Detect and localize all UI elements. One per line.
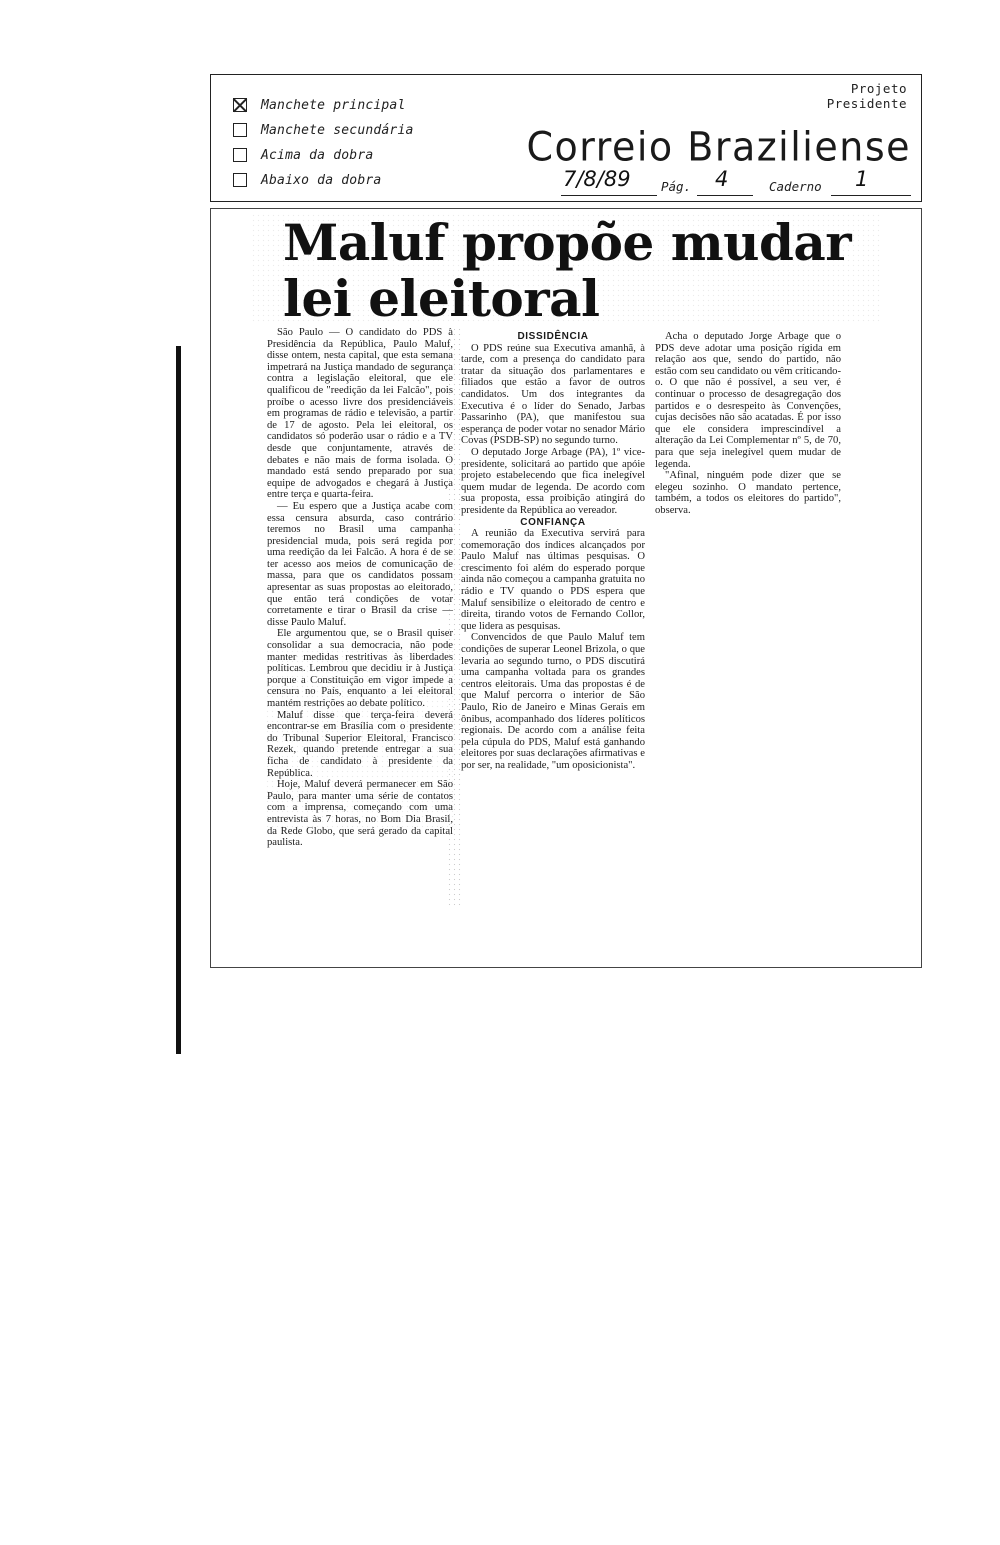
paragraph: Acha o deputado Jorge Arbage que o PDS deve adotar uma posição rígida em relação aos que, sendo do partido, não estão com seu candidato ou vêm criticando-o. O que não é possível, a seu ver, é continuar o processo de desagregação dos partidos e o desrespeito às Convenções, cujas decisões não são acatadas. É por isso que ele considera imprescindível a alteração da Lei Complementar nº 5, de 70, para que seja inelegível quem mudar de legenda.	[655, 331, 841, 470]
section-underline	[831, 195, 911, 196]
paragraph: São Paulo — O candidato do PDS à Presidência da República, Paulo Maluf, disse ontem, nesta capital, que esta semana impetrará na Justiça mandado de segurança contra a legislação eleitoral, que ele qualificou de "reedição da lei Falcão", pois proíbe o acesso livre dos presidenciáveis em programas de rádio e televisão, a partir de 17 de agosto. Pela lei eleitoral, os candidatos só poderão usar o rádio e a TV desde que conjuntamente, através de debates e não mais de forma isolada. O mandado está sendo preparado por sua equipe de advogados e chegará à Justiça entre terça e quarta-feira.	[267, 327, 453, 501]
subheading: DISSIDÊNCIA	[517, 331, 589, 342]
article-headline: Maluf propõe mudar lei eleitoral	[283, 213, 852, 328]
project-line: Projeto	[850, 81, 907, 96]
date-handwritten: 7/8/89	[563, 167, 631, 191]
scan-noise	[265, 649, 455, 829]
article-column-3	[655, 331, 841, 517]
checklist-item[interactable]	[233, 143, 414, 167]
scan-edge-bar	[176, 346, 181, 1054]
checklist-item[interactable]	[233, 118, 414, 142]
paragraph: — Eu espero que a Justiça acabe com essa censura absurda, caso contrário teremos no Brasil uma campanha presidencial muda, pois será regida por uma reedição da lei Falcão. A hora é de se ter acesso aos meios de comunicação de massa, para que os candidatos possam apresentar as suas propostas ao eleitorado, que então terá condições de votar corretamente e tirar o Brasil da crise — disse Paulo Maluf.	[267, 500, 453, 628]
placement-checklist	[233, 93, 414, 193]
newspaper-masthead: Correio Braziliense	[526, 123, 911, 171]
article-clipping	[210, 208, 922, 968]
checkbox-checked-icon[interactable]	[233, 98, 247, 112]
checkbox-icon[interactable]	[233, 148, 247, 162]
page-label: Pág.	[661, 179, 692, 194]
checklist-label: Acima da dobra	[261, 147, 374, 163]
checklist-item[interactable]	[233, 168, 414, 192]
paragraph: Maluf disse que terça-feira deverá encontrar-se em Brasília com o presidente do Tribunal Superior Eleitoral, Francisco Rezek, quando pretende entregar a sua ficha de candidato à presidente da República.	[267, 709, 453, 779]
section-label: Caderno	[769, 179, 822, 194]
checkbox-icon[interactable]	[233, 123, 247, 137]
section-handwritten: 1	[855, 167, 869, 191]
checkbox-icon[interactable]	[233, 173, 247, 187]
page-underline	[697, 195, 753, 196]
checklist-label: Manchete secundária	[261, 122, 414, 138]
dateline	[563, 167, 913, 197]
paragraph: A reunião da Executiva servirá para comemoração dos índices alcançados por Paulo Maluf nas últimas pesquisas. O crescimento foi além do esperado porque ainda não começou a campanha gratuita no rádio e TV quando o PDS espera que Maluf sensibilize o eleitorado de centro e direita, tirando votos de Fernando Collor, que lidera as pesquisas.	[461, 528, 645, 632]
paragraph: Convencidos de que Paulo Maluf tem condições de superar Leonel Brizola, o que levaria ao segundo turno, o PDS discutirá uma campanha voltada para os grandes centros eleitorais. Uma das propostas é de que Maluf percorra o interior de São Paulo, Rio de Janeiro e Minas Gerais em ônibus, acompanhado dos líderes políticos regionais. De acordo com a análise feita pela cúpula do PDS, Maluf está ganhando eleitores por suas declarações afirmativas e por ser, na realidade, "um oposicionista".	[461, 632, 645, 771]
page-handwritten: 4	[715, 167, 729, 191]
paragraph: "Afinal, ninguém pode dizer que se elegeu sozinho. O mandato pertence, também, a todos os eleitores do partido", observa.	[655, 470, 841, 516]
paragraph: O PDS reúne sua Executiva amanhã, à tarde, com a presença do candidato para tratar da situação dos parlamentares e filiados que estão a favor de outros candidatos. Um dos integrantes da Executiva é o líder do Senado, Jarbas Passarinho (PA), que manifestou sua esperança de poder votar no senador Mário Covas (PSDB-SP) no segundo turno.	[461, 342, 645, 447]
project-line: Presidente	[826, 96, 907, 111]
checklist-label: Manchete principal	[261, 97, 406, 113]
checklist-item[interactable]	[233, 93, 414, 117]
subheading: CONFIANÇA	[520, 516, 586, 528]
project-tag	[827, 81, 907, 111]
paragraph: Ele argumentou que, se o Brasil quiser consolidar a sua democracia, não pode manter medidas restritivas às liberdades políticas. Lembrou que decidiu ir à Justiça porque a Constituição em vigor impede a censura no País, enquanto a lei eleitoral mantém restrições ao debate político.	[267, 628, 453, 709]
paragraph: Hoje, Maluf deverá permanecer em São Paulo, para manter uma série de contatos com a imprensa, começando com uma entrevista às 7 horas, no Bom Dia Brasil, da Rede Globo, que será gerado da capital paulista.	[267, 779, 453, 849]
article-column-2	[461, 331, 645, 772]
checklist-label: Abaixo da dobra	[261, 172, 382, 188]
clipping-header	[210, 74, 922, 202]
paragraph: O deputado Jorge Arbage (PA), 1º vice-presidente, solicitará ao partido que apóie projeto estabelecendo que fica inelegível quem mudar de legenda. De acordo com sua proposta, essa proibição atingirá do presidente da República ao vereador.	[461, 446, 645, 516]
date-underline	[561, 195, 657, 196]
